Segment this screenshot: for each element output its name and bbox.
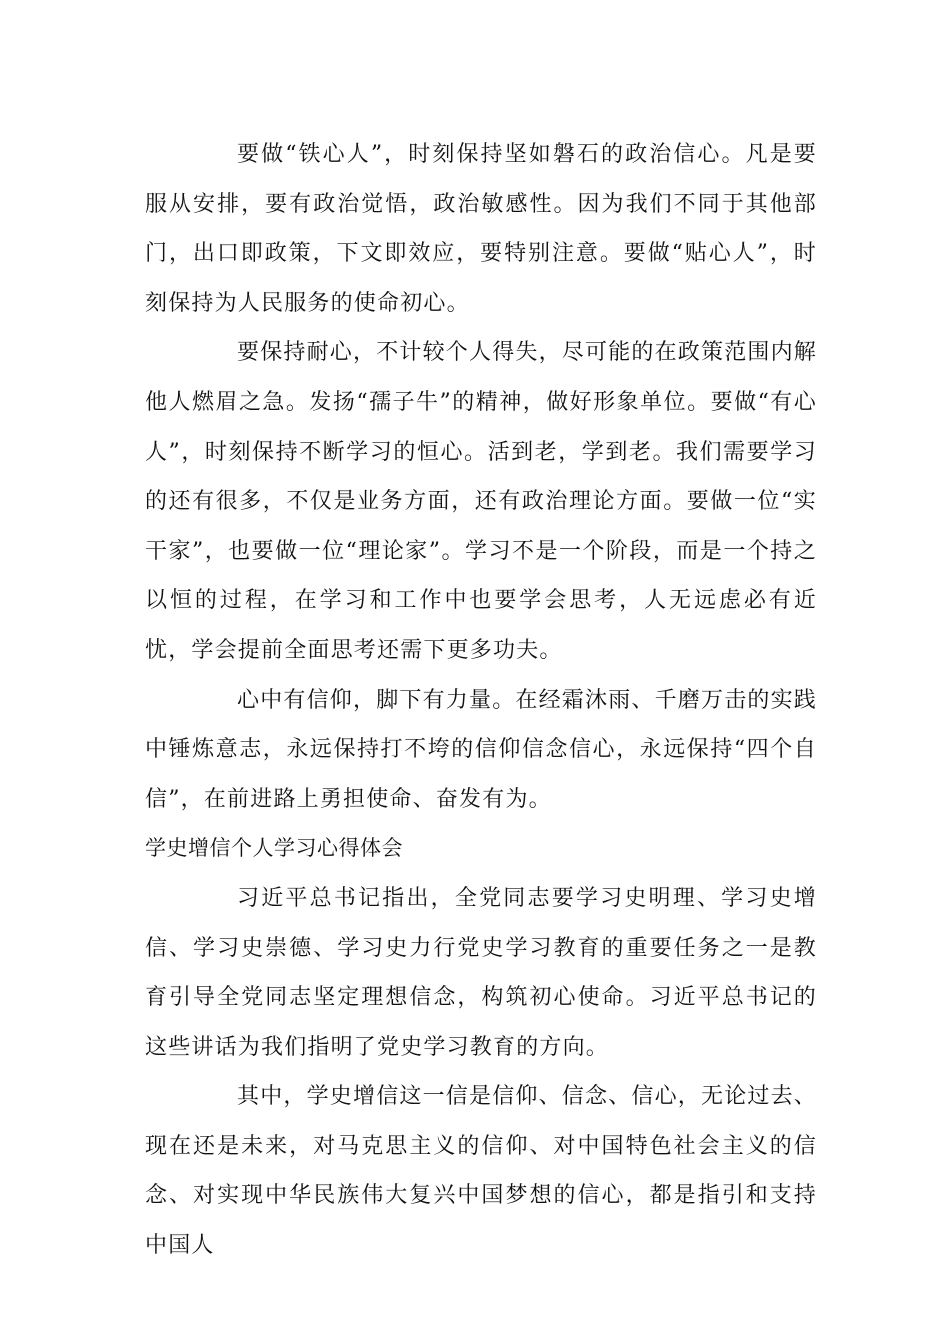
paragraph-1: 要做“铁心人”，时刻保持坚如磐石的政治信心。凡是要服从安排，要有政治觉悟，政治敏感性。因为我们不同于其他部门，出口即政策，下文即效应，要特别注意。要做“贴心人”，时刻保持为人民服务的使命初心。	[145, 142, 817, 316]
paragraph-4: 习近平总书记指出，全党同志要学习史明理、学习史增信、学习史崇德、学习史力行党史学习教育的重要任务之一是教育引导全党同志坚定理想信念，构筑初心使命。习近平总书记的这些讲话为我们指明了党史学习教育的方向。	[145, 885, 817, 1060]
document-body	[145, 130, 817, 1271]
section-subtitle: 学史增信个人学习心得体会	[145, 836, 403, 861]
paragraph-5: 其中，学史增信这一信是信仰、信念、信心，无论过去、现在还是未来，对马克思主义的信仰、对中国特色社会主义的信念、对实现中华民族伟大复兴中国梦想的信心，都是指引和支持中国人	[145, 1084, 818, 1259]
paragraph-2: 要保持耐心，不计较个人得失，尽可能的在政策范围内解他人燃眉之急。发扬“孺子牛”的精神，做好形象单位。要做“有心人”，时刻保持不断学习的恒心。活到老，学到老。我们需要学习的还有很多，不仅是业务方面，还有政治理论方面。要做一位“实干家”，也要做一位“理论家”。学习不是一个阶段，而是一个持之以恒的过程，在学习和工作中也要学会思考，人无远虑必有近忧，学会提前全面思考还需下更多功夫。	[145, 340, 818, 663]
paragraph-3: 心中有信仰，脚下有力量。在经霜沐雨、千磨万击的实践中锤炼意志，永远保持打不垮的信仰信念信心，永远保持“四个自信”，在前进路上勇担使命、奋发有为。	[145, 687, 818, 812]
